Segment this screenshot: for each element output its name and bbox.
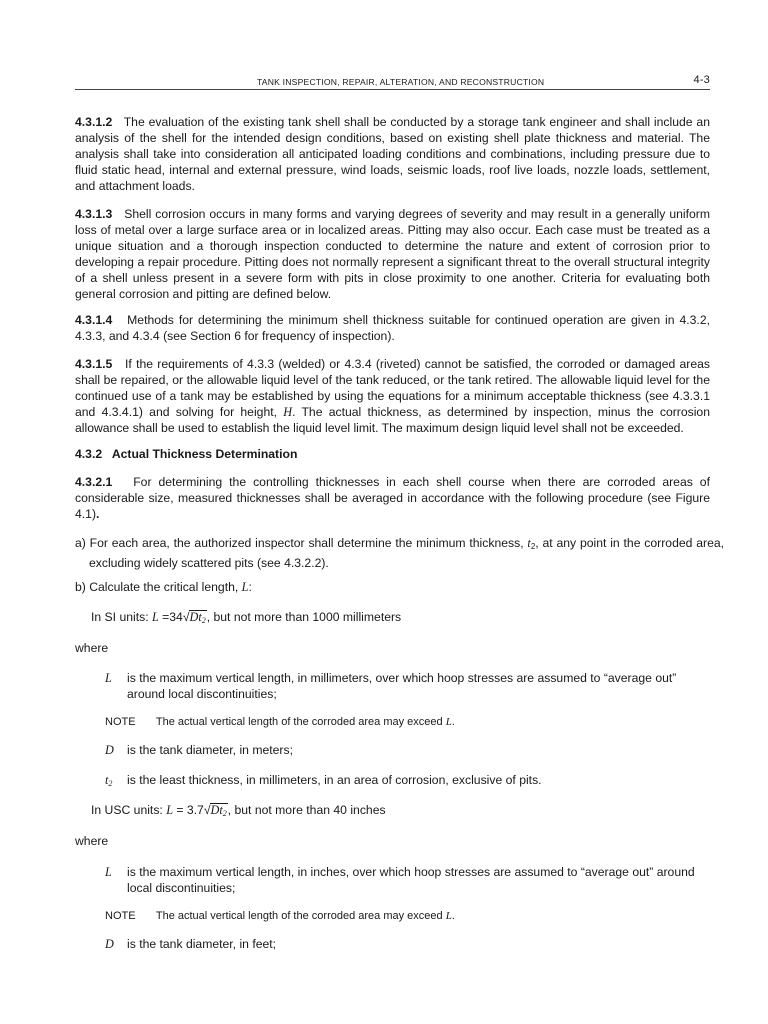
header-rule [75,89,710,90]
equation-lhs: L [166,803,173,817]
running-header [75,72,710,88]
equation-suffix: , but not more than 1000 millimeters [206,610,402,624]
symbol-l: L [105,671,112,685]
clause-text: If the requirements of 4.3.3 (welded) or 4.3.4 (riveted) cannot be satisfied, the corroded or damaged areas shall be repaired, or the allowable liquid level of the tank reduced, or the tank retired. The allowable liquid level for the continued use of a tank may be established by using the equations for a minimum acceptable thickness (see 4.3.3.1 and 4.3.4.1) and solving for height, [75,357,710,419]
clause-number: 4.3.1.5 [75,357,113,371]
definition-text: is the maximum vertical length, in millimeters, over which hoop stresses are assumed to “average out” around local discontinuities; [127,671,677,701]
section-heading-4-3-2 [75,446,710,462]
clause-text-cont: . The actual thickness, as determined by inspection, minus the corrosion allowance shall be used to establish the liquid level limit. The maximum design liquid level shall not be exceeded. [75,405,710,435]
list-text: b) Calculate the critical length, [75,580,239,594]
si-where: where [75,641,109,655]
note-variable: L [445,716,452,728]
equation-coefficient: =34 [158,610,183,624]
clause-number: 4.3.1.3 [75,207,113,221]
radicand-subscript: 2 [222,809,227,818]
section-number: 4.3.2 [75,447,103,461]
symbol-t: t [105,773,109,787]
variable-subscript: 2 [530,542,536,551]
list-text: a) For each area, the authorized inspector shall determine the minimum thickness, [75,536,524,550]
sqrt-symbol: √ [203,803,211,817]
list-item-a [75,535,724,571]
list-item-b [75,579,710,595]
definition-text: is the tank diameter, in meters; [127,743,293,757]
definition-text: is the least thickness, in millimeters, in an area of corrosion, exclusive of pits. [127,773,542,787]
definition-text: is the tank diameter, in feet; [127,937,277,951]
usc-note [105,908,710,924]
equation-prefix: In SI units: [91,610,149,624]
list-text-cont: : [248,580,252,594]
definition-text: is the maximum vertical length, in inches, over which hoop stresses are assumed to “average out” around local discontinuities; [127,865,695,895]
note-end: . [451,910,455,922]
variable-l: L [241,580,249,594]
clause-number: 4.3.2.1 [75,475,113,489]
variable-t: t [527,536,531,550]
symbol-subscript: 2 [108,779,113,788]
sqrt-symbol: √ [182,610,190,624]
note-text: The actual vertical length of the corroded area may exceed [155,716,443,728]
note-end: . [451,716,455,728]
paragraph-4-3-1-2 [75,114,710,194]
symbol-l: L [105,865,112,879]
list-text-cont: , at any point in the corroded area, excluding widely scattered pits (see 4.3.2.2). [89,536,725,570]
clause-text: The evaluation of the existing tank shell shall be conducted by a storage tank engineer and shall include an analysis of the shell for the intended design conditions, based on existing shell plate thickness and material. The analysis shall take into consideration all anticipated loading conditions and combinations, including pressure due to fluid static head, internal and external pressure, wind loads, seismic loads, roof live loads, nozzle loads, settlement, and attachment loads. [75,115,710,193]
radicand-text: Dt [189,610,202,624]
note-label: NOTE [105,716,136,728]
variable-h: H [283,405,293,419]
clause-text: For determining the controlling thicknesses in each shell course when there are corroded areas of considerable size, measured thicknesses shall be averaged in accordance with the following procedure (see Figure 4.1) [75,475,710,521]
clause-text: Methods for determining the minimum shell thickness suitable for continued operation are given in 4.3.2, 4.3.3, and 4.3.4 (see Section 6 for frequency of inspection). [75,313,710,343]
paragraph-4-3-1-4 [75,312,710,344]
usc-where: where [75,834,109,848]
radicand [189,610,207,627]
si-equation [91,609,710,627]
paragraph-4-3-1-5 [75,356,710,436]
radicand [210,803,228,820]
equation-lhs: L [151,610,159,624]
clause-text: Shell corrosion occurs in many forms and varying degrees of severity and may result in a generally uniform loss of metal over a large surface area or in localized areas. Pitting may also occur. Each case must be treated as a unique situation and a thorough inspection conducted to determine the nature and extent of corrosion prior to developing a repair procedure. Pitting does not normally represent a significant threat to the overall structural integrity of a shell unless present in a severe form with pits in close proximity to one another. Criteria for evaluating both general corrosion and pitting are defined below. [75,207,710,301]
note-text: The actual vertical length of the corroded area may exceed [155,910,443,922]
document-page [75,72,725,951]
radicand-subscript: 2 [201,616,206,625]
note-label: NOTE [105,910,136,922]
page-number: 4-3 [693,74,710,86]
section-title: Actual Thickness Determination [111,447,298,461]
paragraph-4-3-1-3 [75,206,710,302]
clause-text-end: . [96,507,100,521]
si-note [105,714,710,730]
running-title: TANK INSPECTION, REPAIR, ALTERATION, AND RECONSTRUCTION [257,77,545,87]
usc-equation [91,802,710,820]
paragraph-4-3-2-1 [75,474,710,522]
equation-coefficient: = 3.7 [172,803,204,817]
clause-number: 4.3.1.4 [75,313,113,327]
symbol-d: D [105,937,114,951]
symbol-d: D [105,743,114,757]
symbol-t2 [105,772,125,792]
note-variable: L [445,910,452,922]
equation-prefix: In USC units: [91,803,163,817]
clause-number: 4.3.1.2 [75,115,113,129]
radicand-text: Dt [210,803,223,817]
equation-suffix: , but not more than 40 inches [227,803,386,817]
